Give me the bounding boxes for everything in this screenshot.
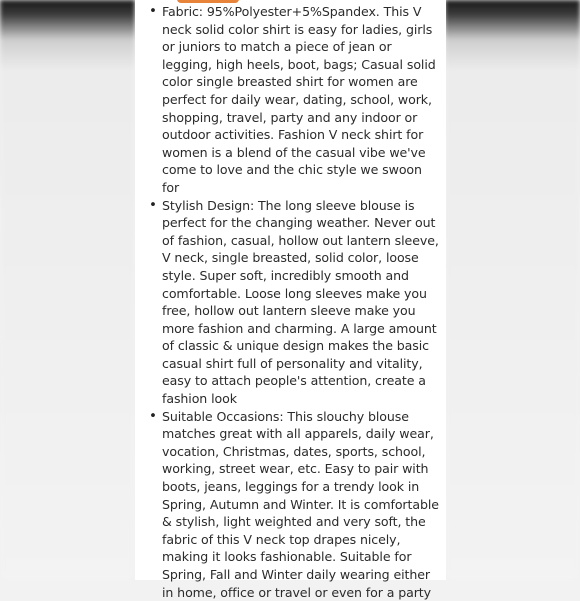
blurred-background-left bbox=[0, 0, 135, 580]
blurred-background-right bbox=[445, 0, 580, 580]
bullet-text-suitable-occasions: Suitable Occasions: This slouchy blouse matches great with all apparels, daily wear, vocation, Christmas, dates, sports, school, working, street wear, etc. Easy to pair with boots, jeans, leggings for a trendy look in Spring, Autumn and Winter. It is comfortable & stylish, light weighted and very soft, the fabric of this V neck top drapes nicely, making it looks fashionable. Suitable for Spring, Fall and Winter daily wearing either in home, office or travel or even for a party bbox=[162, 408, 439, 600]
bullet-item-fabric bbox=[149, 3, 441, 197]
bullet-item-stylish-design bbox=[149, 197, 441, 408]
bullet-dot-icon: • bbox=[149, 3, 157, 19]
bullet-item-suitable-occasions bbox=[149, 408, 441, 601]
bullet-text-stylish-design: Stylish Design: The long sleeve blouse is perfect for the changing weather. Never out of fashion, casual, hollow out lantern sleeve, V neck, single breasted, solid color, loose style. Super soft, incredibly smooth and comfortable. Loose long sleeves make you free, hollow out lantern sleeve make you more fashion and charming. A large amount of classic & unique design makes the basic casual shirt full of personality and vitality, easy to attach people's attention, create a fashion look bbox=[162, 197, 439, 407]
product-description-panel[interactable] bbox=[135, 0, 446, 600]
bullet-dot-icon: • bbox=[149, 407, 157, 424]
bullet-text-fabric: Fabric: 95%Polyester+5%Spandex. This V neck solid color shirt is easy for ladies, girls or juniors to match a piece of jean or legging, high heels, boot, bags; Casual solid color single breasted shirt for women are perfect for daily wear, dating, school, work, shopping, travel, party and any indoor or outdoor activities. Fashion V neck shirt for women is a blend of the casual vibe we've come to love and the chic style we swoon for bbox=[162, 4, 436, 195]
bullet-dot-icon: • bbox=[149, 196, 157, 213]
feature-bullet-list bbox=[149, 3, 441, 601]
